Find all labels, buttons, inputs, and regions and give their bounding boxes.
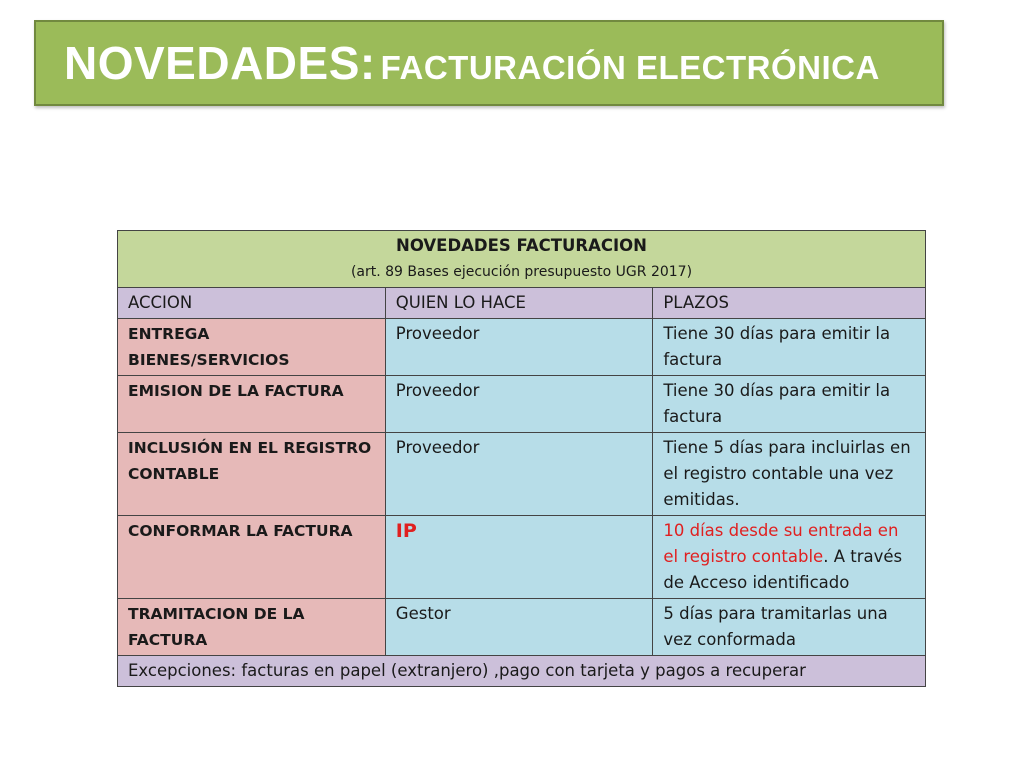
table-row — [118, 319, 926, 376]
quien-cell: Proveedor — [385, 376, 653, 433]
title-banner — [34, 20, 944, 106]
page-title — [64, 36, 880, 90]
column-header-accion: ACCION — [118, 288, 386, 319]
table-footer-row — [118, 656, 926, 687]
accion-cell: INCLUSIÓN EN EL REGISTRO CONTABLE — [118, 433, 386, 516]
table-row — [118, 516, 926, 599]
table-heading-cell — [118, 231, 926, 288]
plazo-highlight: 10 días desde su entrada en el registro contable — [663, 521, 899, 566]
table-footer: Excepciones: facturas en papel (extranjero) ,pago con tarjeta y pagos a recuperar — [118, 656, 926, 687]
table-row — [118, 599, 926, 656]
plazo-cell: Tiene 30 días para emitir la factura — [653, 376, 926, 433]
quien-cell: Proveedor — [385, 433, 653, 516]
quien-cell — [385, 516, 653, 599]
table-row — [118, 433, 926, 516]
column-header-row — [118, 288, 926, 319]
quien-cell: Gestor — [385, 599, 653, 656]
novedades-table — [117, 230, 926, 687]
accion-cell: TRAMITACION DE LA FACTURA — [118, 599, 386, 656]
accion-cell: CONFORMAR LA FACTURA — [118, 516, 386, 599]
page-title-sub: FACTURACIÓN ELECTRÓNICA — [380, 49, 880, 86]
table-subheading: (art. 89 Bases ejecución presupuesto UGR 2017) — [350, 264, 693, 280]
plazo-cell: 5 días para tramitarlas una vez conformada — [653, 599, 926, 656]
table-heading: NOVEDADES FACTURACION — [396, 236, 647, 255]
quien-cell: Proveedor — [385, 319, 653, 376]
plazo-cell: Tiene 5 días para incluirlas en el registro contable una vez emitidas. — [653, 433, 926, 516]
table-row — [118, 376, 926, 433]
plazo-cell — [653, 516, 926, 599]
page-title-main: NOVEDADES: — [64, 37, 376, 89]
accion-cell: ENTREGA BIENES/SERVICIOS — [118, 319, 386, 376]
quien-ip: IP — [395, 520, 417, 542]
column-header-plazos: PLAZOS — [653, 288, 926, 319]
accion-cell: EMISION DE LA FACTURA — [118, 376, 386, 433]
plazo-cell: Tiene 30 días para emitir la factura — [653, 319, 926, 376]
table-heading-row — [118, 231, 926, 288]
column-header-quien: QUIEN LO HACE — [385, 288, 653, 319]
plazo-rest: . A través de Acceso identificado — [663, 547, 903, 592]
